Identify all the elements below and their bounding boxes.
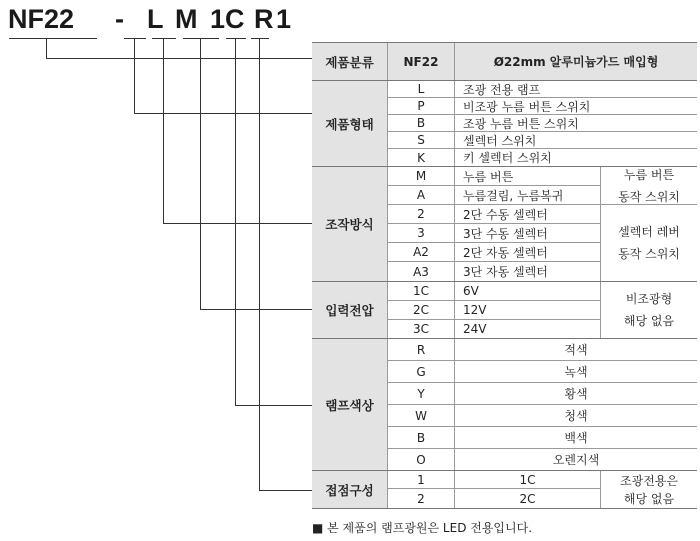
header-category: 제품분류 [312,43,388,80]
code-cell: G [388,361,455,383]
code-cell: O [388,449,455,470]
code-underline-series [9,38,97,39]
code-cell: B [388,115,455,132]
desc-cell: 황색 [455,383,697,405]
note-selector-lever [600,205,697,281]
desc-cell: 적색 [455,339,697,361]
leader-line-voltage-h [200,309,312,310]
desc-cell: 비조광 누름 버튼 스위치 [455,98,697,115]
category-product-type: 제품형태 [312,81,388,166]
desc-cell: 6V [455,282,600,301]
category-lamp-color: 램프색상 [312,339,388,470]
code-cell: 2 [388,205,455,224]
leader-line-contact [259,38,260,490]
code-cell: B [388,427,455,449]
desc-cell: 3단 수동 셀렉터 [455,224,600,243]
note-line: 해당 없음 [623,491,675,506]
code-underline-type [124,38,146,39]
code-cell: 1 [388,471,455,489]
code-cell: 2C [388,301,455,320]
desc-cell: 청색 [455,405,697,427]
code-cell: 1C [388,282,455,301]
code-cell: 3C [388,320,455,338]
code-cell: A2 [388,243,455,262]
code-cell: W [388,405,455,427]
leader-line-color-h [235,405,312,406]
desc-cell: 조광 전용 램프 [455,81,697,98]
category-operation-method: 조작방식 [312,167,388,281]
desc-cell: 1C [455,471,600,489]
note-line: 조광전용은 [620,473,678,488]
desc-cell: 셀렉터 스위치 [455,132,697,149]
code-cell: K [388,149,455,166]
code-cell: M [388,167,455,186]
header-code: NF22 [388,43,455,80]
code-segment-series: NF22 [8,4,75,34]
note-line: 누름 버튼 [623,167,675,182]
leader-line-color [235,38,236,405]
code-underline-color [226,38,246,39]
note-line: 비조광형 [625,292,673,306]
footnote: ■ 본 제품의 램프광원은 LED 전용입니다. [312,521,533,535]
desc-cell: 2단 수동 셀렉터 [455,205,600,224]
note-lit-only [600,471,697,508]
code-underline-operation [152,38,176,39]
code-cell: S [388,132,455,149]
code-segment-color: R [254,4,274,34]
leader-line-operation [163,38,164,223]
desc-cell: 녹색 [455,361,697,383]
leader-line-voltage [200,38,201,309]
code-segment-dash: - [115,4,124,34]
desc-cell: 조광 누름 버튼 스위치 [455,115,697,132]
code-cell: R [388,339,455,361]
note-line: 셀렉터 레버 [618,225,680,239]
table-bottom-border [312,508,697,509]
desc-cell: 12V [455,301,600,320]
code-cell: 3 [388,224,455,243]
category-input-voltage: 입력전압 [312,282,388,338]
code-cell: Y [388,383,455,405]
category-contact-config: 접점구성 [312,471,388,508]
note-line: 동작 스위치 [618,189,680,204]
code-underline-voltage [183,38,219,39]
desc-cell: 누름 버튼 [455,167,600,186]
leader-line-contact-h [259,490,312,491]
code-cell: 2 [388,489,455,508]
note-line: 해당 없음 [623,314,675,328]
code-segment-contact: 1 [276,4,292,34]
leader-line-series-h [46,58,312,59]
leader-line-operation-h [163,223,312,224]
header-description: Ø22mm 알루미늄가드 매입형 [455,43,697,80]
desc-cell: 24V [463,322,487,336]
desc-cell: 키 셀렉터 스위치 [463,151,552,165]
code-segment-type: L [147,4,164,34]
leader-line-type [134,38,135,113]
desc-cell: 2C [519,491,536,506]
code-segment-operation: M [175,4,198,34]
leader-line-type-h [134,113,312,114]
code-cell: L [388,81,455,98]
desc-cell: 2단 자동 셀렉터 [455,243,600,262]
desc-cell: 누름걸림, 누름복귀 [455,186,600,205]
desc-cell: 백색 [455,427,697,449]
code-underline-contact [251,38,269,39]
desc-cell: 오렌지색 [552,453,600,467]
leader-line-series [46,38,47,58]
desc-cell: 3단 자동 셀렉터 [463,265,548,279]
code-cell: A [388,186,455,205]
note-non-lit [600,282,697,338]
code-cell: A3 [388,262,455,281]
note-line: 동작 스위치 [618,247,680,261]
code-cell: P [388,98,455,115]
note-push-button [600,167,697,205]
code-segment-voltage: 1C [210,4,245,34]
